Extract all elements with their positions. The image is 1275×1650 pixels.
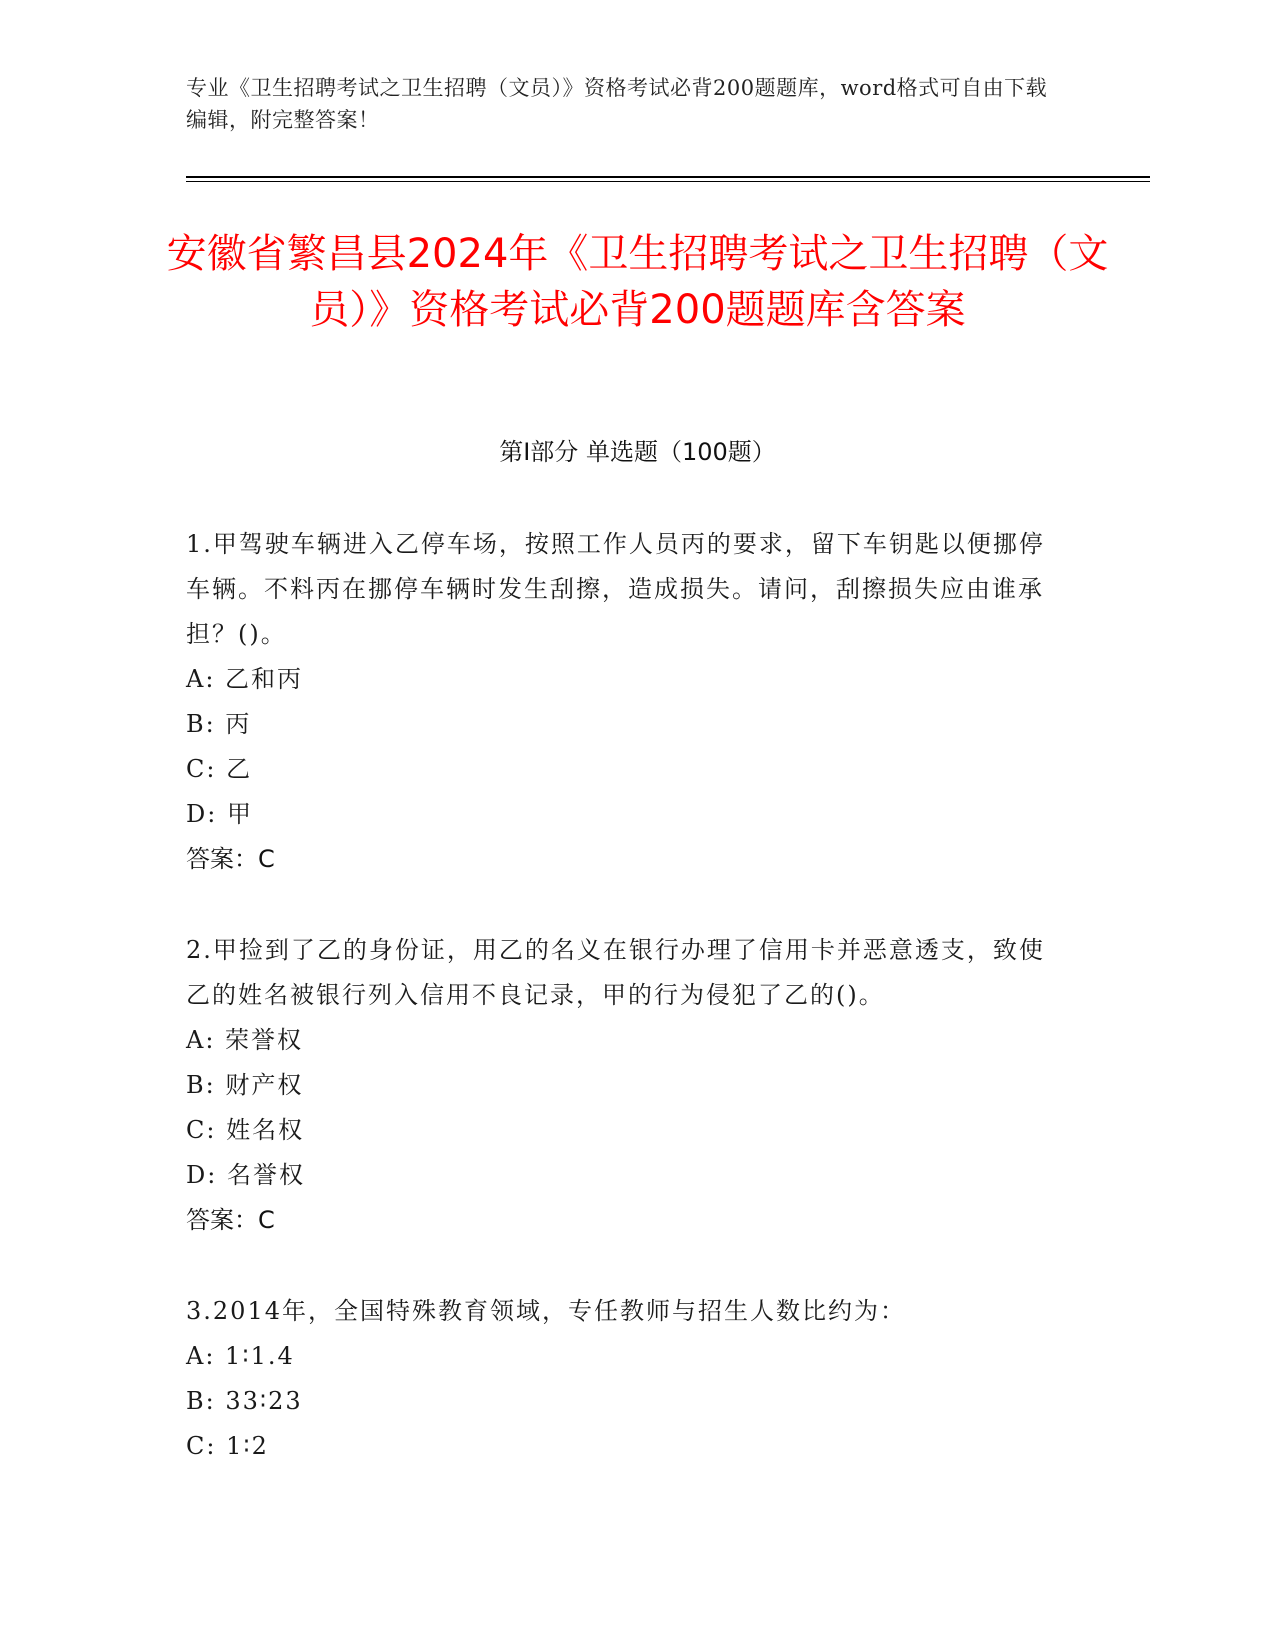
option-c: C: 1∶2	[186, 1432, 269, 1460]
question-1	[186, 522, 1066, 882]
question-stem: 3.2014年，全国特殊教育领域，专任教师与招生人数比约为：	[186, 1297, 906, 1325]
option-b: B: 财产权	[186, 1071, 304, 1099]
header-divider-thin	[186, 181, 1150, 182]
option-d: D: 名誉权	[186, 1161, 305, 1189]
section-title: 第I部分 单选题（100题）	[499, 438, 776, 466]
option-b: B: 33∶23	[186, 1387, 303, 1415]
document-title: 安徽省繁昌县2024年《卫生招聘考试之卫生招聘（文员）》资格考试必背200题题库含答案	[166, 231, 1109, 333]
option-a: A: 乙和丙	[186, 665, 304, 693]
header-note: 专业《卫生招聘考试之卫生招聘（文员）》资格考试必背200题题库，word格式可自由下载编辑，附完整答案！	[186, 76, 1048, 132]
answer: 答案：C	[186, 1206, 275, 1234]
question-3	[186, 1289, 1066, 1469]
option-c: C: 姓名权	[186, 1116, 305, 1144]
question-stem: 1.甲驾驶车辆进入乙停车场，按照工作人员丙的要求，留下车钥匙以便挪停车辆。不料丙在挪停车辆时发生刮擦，造成损失。请问，刮擦损失应由谁承担？()。	[186, 530, 1045, 648]
header-divider-thick	[186, 176, 1150, 178]
option-a: A: 荣誉权	[186, 1026, 304, 1054]
option-d: D: 甲	[186, 800, 253, 828]
question-2	[186, 928, 1066, 1243]
option-b: B: 丙	[186, 710, 252, 738]
option-a: A: 1∶1.4	[186, 1342, 295, 1370]
answer: 答案：C	[186, 845, 275, 873]
option-c: C: 乙	[186, 755, 253, 783]
question-stem: 2.甲捡到了乙的身份证，用乙的名义在银行办理了信用卡并恶意透支，致使乙的姓名被银行列入信用不良记录，甲的行为侵犯了乙的()。	[186, 936, 1045, 1009]
